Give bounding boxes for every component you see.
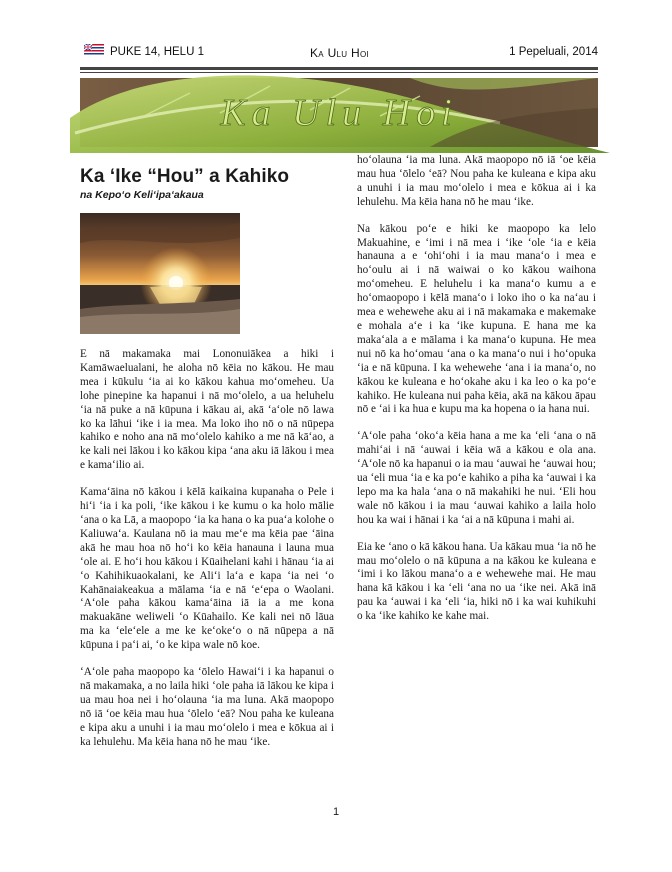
issue-date: 1 Pepeluali, 2014 xyxy=(509,46,598,58)
masthead-title: Ka Ulu Hoi xyxy=(220,92,458,134)
page-number: 1 xyxy=(332,806,340,818)
volume-issue: PUKE 14, HELU 1 xyxy=(110,46,204,58)
header-rule-thin xyxy=(80,72,598,73)
paragraph-2: Kama‘āina nō kākou i kēlā kaikaina kupanaha o Pele i hi‘i ‘ia i ka poli, ‘ike kākou i ke kumu o ka holo mālie ‘ana o ka Lā, a maopopo ‘ia ka hana o ka pua‘a kolohe o Kaliuwa‘a. Kaulana nō ia mau me‘e ma kēia pae ‘āina akā he mau hoa nō ho‘i ko kēia hanauna i launa mua ‘ole ai. E ho‘i hou kākou i Kūaihelani kahi i hānau ‘ia ai ‘o Kahihikuaokalani, ke Ali‘i la‘a e kapa ‘ia nei ‘o Kahānaiakeakua a mālama ‘ia e nā ‘e‘epa o Waolani. ‘A‘ole paha kākou kama‘āina iā ia a me kona makuakāne weliweli ‘o Kūahailo. Ke kali nei nō lāua ma ka ‘ele‘ele a me ke ke‘oke‘o o nā nūpepa a nā kūpuna i pa‘i ai, ‘o ke kipa wale nō koe. xyxy=(80,486,334,652)
paragraph-5: ‘A‘ole paha ‘oko‘a kēia hana a me ka ‘eli ‘ana o nā mahi‘ai i nā ‘auwai i kēia wā a kākou e ola ana. ‘A‘ole nō ka hapanui o ia mau ‘auwai he ‘auwai hou; ua ‘eli mua ‘ia e ka po‘e kahiko a piha ka ‘auwai i ka lepo ma ka hala ‘ana o nā makahiki he nui. ‘Eli hou wale nō kākou i ia mau ‘auwai kahiko a laila holo hou ka wai i hānai i ka ‘ai a nā kūpuna i mahi ai. xyxy=(357,430,596,526)
paragraph-3-continued: hoʻolauna ʻia ma luna. Akā maopopo nō iā ʻoe kēia mau hua ʻōlelo ʻeā? Nou paha ke kuleana e kipa aku a unuhi i ia mau moʻolelo i mea e kōkua ai i ka lehulehu. Ma kēia hana nō he mau ʻike. xyxy=(357,154,596,208)
masthead-banner xyxy=(80,78,598,147)
paragraph-1: E nā makamaka mai Lononuiākea a hiki i Kamāwaelualani, he aloha nō kēia no kākou. He mau mea i kūkulu ‘ia ai ko kākou kahua mo‘omeheu. Ua lohe pinepine ka hapanui i nā mo‘olelo, a ua heluhelu ‘ia nā puke a nā kūpuna i kākau ai, akā ‘a‘ole nō lawa ko ka lāhui ‘ike i ia mea. Ma loko iho nō o nā nūpepa kahiko e noho ana nā mo‘olelo kahiko a me nā kā‘ao, a ke kali nei lākou i ko kākou kipa ‘ana aku iā lākou i mea e kama‘ilio ai. xyxy=(80,348,334,472)
paragraph-3: ‘A‘ole paha maopopo ka ‘ōlelo Hawai‘i i ka hapanui o nā makamaka, a no laila hiki ‘ole paha iā lākou ke kipa i ua mau hoa nei i ho‘olauna ‘ia ma luna. Akā maopopo nō iā ‘oe kēia mau hua ‘ōlelo ‘eā? Nou paha ke kuleana e kipa aku a unuhi i ia mau mo‘olelo i mea e kōkua ai i ka lehulehu. Ma kēia hana nō he mau ‘ike. xyxy=(80,666,334,748)
left-column xyxy=(80,158,334,748)
paragraph-4: Na kākou po‘e e hiki ke maopopo ka lelo Makuahine, e ‘imi i nā mea i ‘ike ‘ole ‘ia e kēia hanauna a e ‘ohi‘ohi i ia mau mana‘o i mea e ho‘oulu ai i nā waiwai o ko kākou waihona mo‘omeheu. E heluhelu i ka mana‘o kumu a e ho‘omaopopo i kēlā mana‘o i loko iho o ka na‘au i mea e wehewehe aku ai i nā makamaka e makemake e mohala a‘e i ka ‘ike kupuna. E hana me ka maka‘ala a e mālama i ka mana‘o kupuna. He mea nui nō ka ho‘omau ‘ana o ka mana‘o nui i ho‘opuka ‘ia e nā kūpuna. I ka wehewehe ‘ana i ia mana‘o, no kākou ke kuleana e ho‘okahe aku i ka leo o ka po‘e kahiko. He kuleana nui paha kēia, akā na kākou āpau nō e ‘ai i ka hua e kupu ma ka hopena o ia hana nui. xyxy=(357,222,596,416)
paragraph-6: Eia ke ‘ano o kā kākou hana. Ua kākau mua ‘ia nō he mau mo‘olelo o nā kūpuna a na kākou ke kuleana e ‘imi i ko lākou mana‘o a e wehewehe mai. He mau hana kā kākou i ka ‘eli ‘ana no ua ‘ike nei. Akā inā pau ka ‘auwai i ka ‘eli ‘ia, hiki nō i ka wai kuhikuhi o ka ‘ike kahiko ke kahe mai. xyxy=(357,540,596,623)
masthead-leaf-image xyxy=(80,78,598,147)
publication-name: Ka Ulu Hoi xyxy=(310,46,370,60)
header-rule-thick xyxy=(80,67,598,70)
page-header xyxy=(80,44,598,64)
sunset-photo xyxy=(80,213,240,334)
article-byline: na Kepo‘o Keli‘ipa‘akaua xyxy=(80,189,204,201)
article-title: Ka ‘Ike “Hou” a Kahiko xyxy=(80,166,290,187)
right-column xyxy=(357,154,596,624)
hawaii-flag-icon xyxy=(84,44,104,56)
